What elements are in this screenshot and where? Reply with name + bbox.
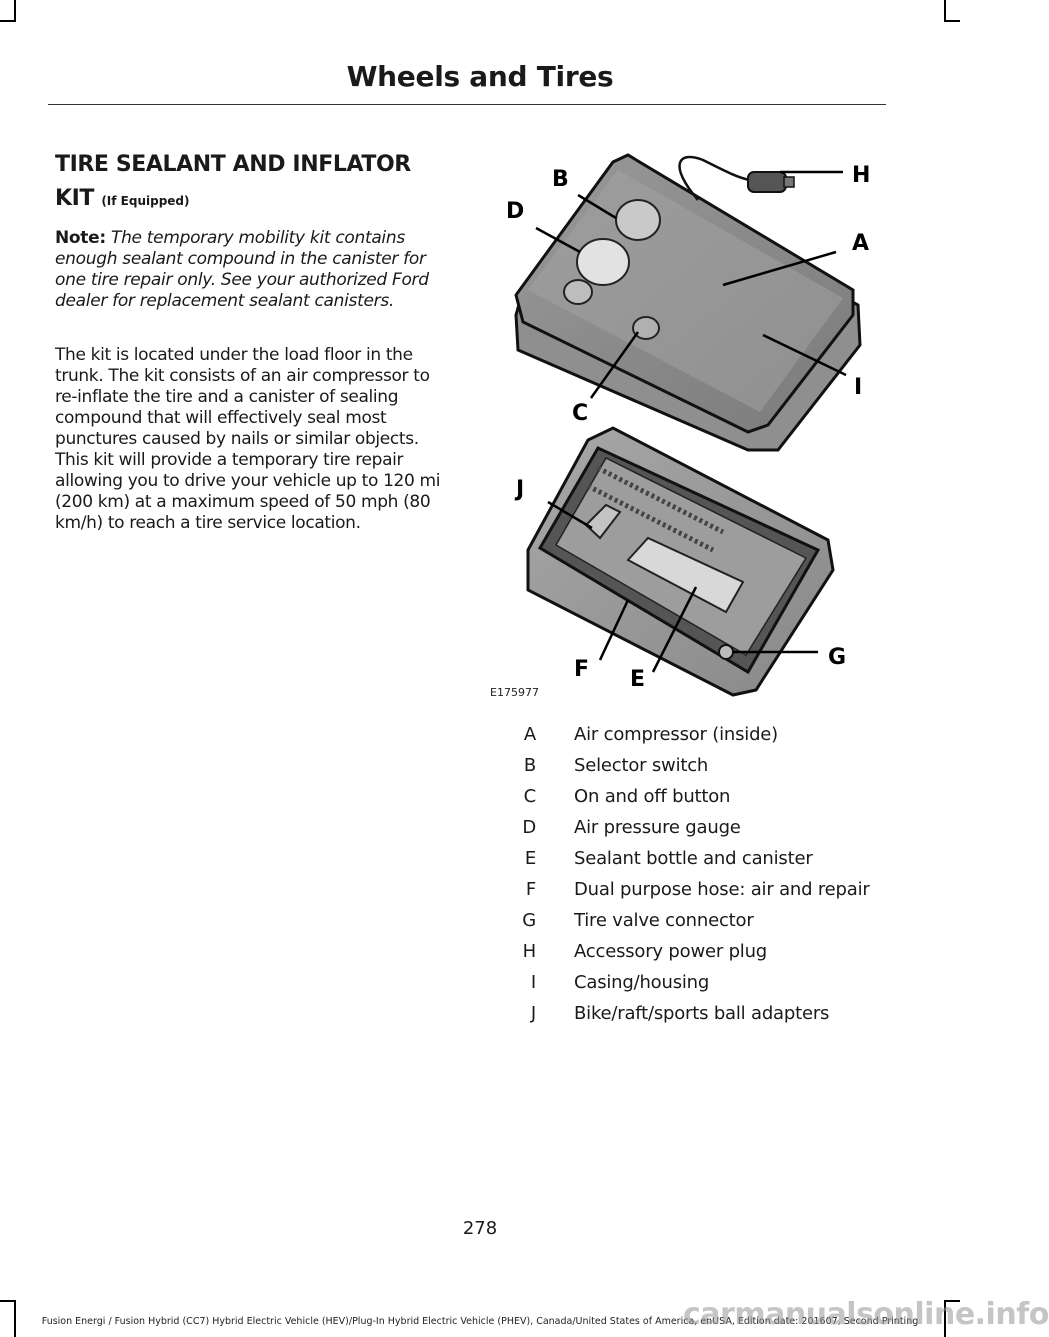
legend-key: A <box>523 724 536 745</box>
legend-row <box>0 815 960 846</box>
legend-row <box>0 1001 960 1032</box>
note-label: Note: <box>55 228 106 248</box>
legend-key: G <box>522 910 536 931</box>
legend-description: Tire valve connector <box>574 910 754 931</box>
legend-description: Sealant bottle and canister <box>574 848 813 869</box>
crop-mark-bottom-left-h <box>0 1300 16 1302</box>
note-paragraph <box>55 228 450 312</box>
section-heading-text: TIRE SEALANT AND INFLATOR KIT <box>55 152 411 211</box>
legend-description: Selector switch <box>574 755 709 776</box>
legend-row <box>0 784 960 815</box>
body-paragraph: The kit is located under the load floor in the trunk. The kit consists of an air compressor to re-inflate the tire and a canister of sealing compound that will effectively seal most punctures caused by nails or similar objects. This kit will provide a temporary tire repair allowing you to drive your vehicle up to 120 mi (200 km) at a maximum speed of 50 mph (80 km/h) to reach a tire service location. <box>55 345 441 533</box>
legend-description: On and off button <box>574 786 731 807</box>
legend-row <box>0 970 960 1001</box>
legend-key: J <box>530 1003 536 1024</box>
crop-mark-top-right <box>944 0 946 22</box>
legend-description: Casing/housing <box>574 972 710 993</box>
crop-mark-top-right-h <box>944 20 960 22</box>
page-number: 278 <box>462 1218 498 1239</box>
legend-key: H <box>522 941 536 962</box>
legend-row <box>0 877 960 908</box>
crop-mark-top-left <box>14 0 16 22</box>
callout-a: A <box>852 231 870 256</box>
footer-text: Fusion Energi / Fusion Hybrid (CC7) Hybrid Electric Vehicle (HEV)/Plug-In Hybrid Electric Vehicle (PHEV), Canada/United States of America, enUSA, Edition date: 201607, Second Printing <box>41 1316 919 1327</box>
kit-drawing <box>488 150 888 705</box>
legend-row <box>0 722 960 753</box>
callout-g: G <box>828 645 847 670</box>
callout-f: F <box>574 657 590 682</box>
crop-mark-top-left-h <box>0 20 16 22</box>
figure-code: E175977 <box>490 686 539 699</box>
callout-j: J <box>516 477 525 502</box>
callout-e: E <box>630 667 646 692</box>
legend-row <box>0 846 960 877</box>
callout-h: H <box>852 163 871 188</box>
legend-description: Air pressure gauge <box>574 817 741 838</box>
note-text: The temporary mobility kit contains enough sealant compound in the canister for one tire repair only. See your authorized Ford dealer for replacement sealant canisters. <box>55 228 429 311</box>
inflator-kit-illustration <box>488 150 888 705</box>
legend-key: F <box>525 879 536 900</box>
legend-row <box>0 939 960 970</box>
legend-description: Air compressor (inside) <box>574 724 779 745</box>
legend-description: Dual purpose hose: air and repair <box>574 879 870 900</box>
callout-c: C <box>572 401 589 426</box>
header-divider <box>48 104 886 105</box>
callout-b: B <box>552 167 569 192</box>
watermark-text: carmanualsonline.info <box>683 1297 1049 1332</box>
legend-row <box>0 908 960 939</box>
legend-description: Bike/raft/sports ball adapters <box>574 1003 830 1024</box>
legend-key: D <box>522 817 536 838</box>
legend-key: B <box>523 755 536 776</box>
callout-i: I <box>854 375 863 400</box>
callout-d: D <box>506 199 525 224</box>
page-header-title: Wheels and Tires <box>346 60 614 93</box>
legend-key: C <box>523 786 536 807</box>
section-qualifier: (If Equipped) <box>101 194 190 208</box>
section-heading <box>55 148 450 218</box>
legend-description: Accessory power plug <box>574 941 768 962</box>
legend-key: I <box>530 972 536 993</box>
legend-row <box>0 753 960 784</box>
legend-key: E <box>524 848 536 869</box>
